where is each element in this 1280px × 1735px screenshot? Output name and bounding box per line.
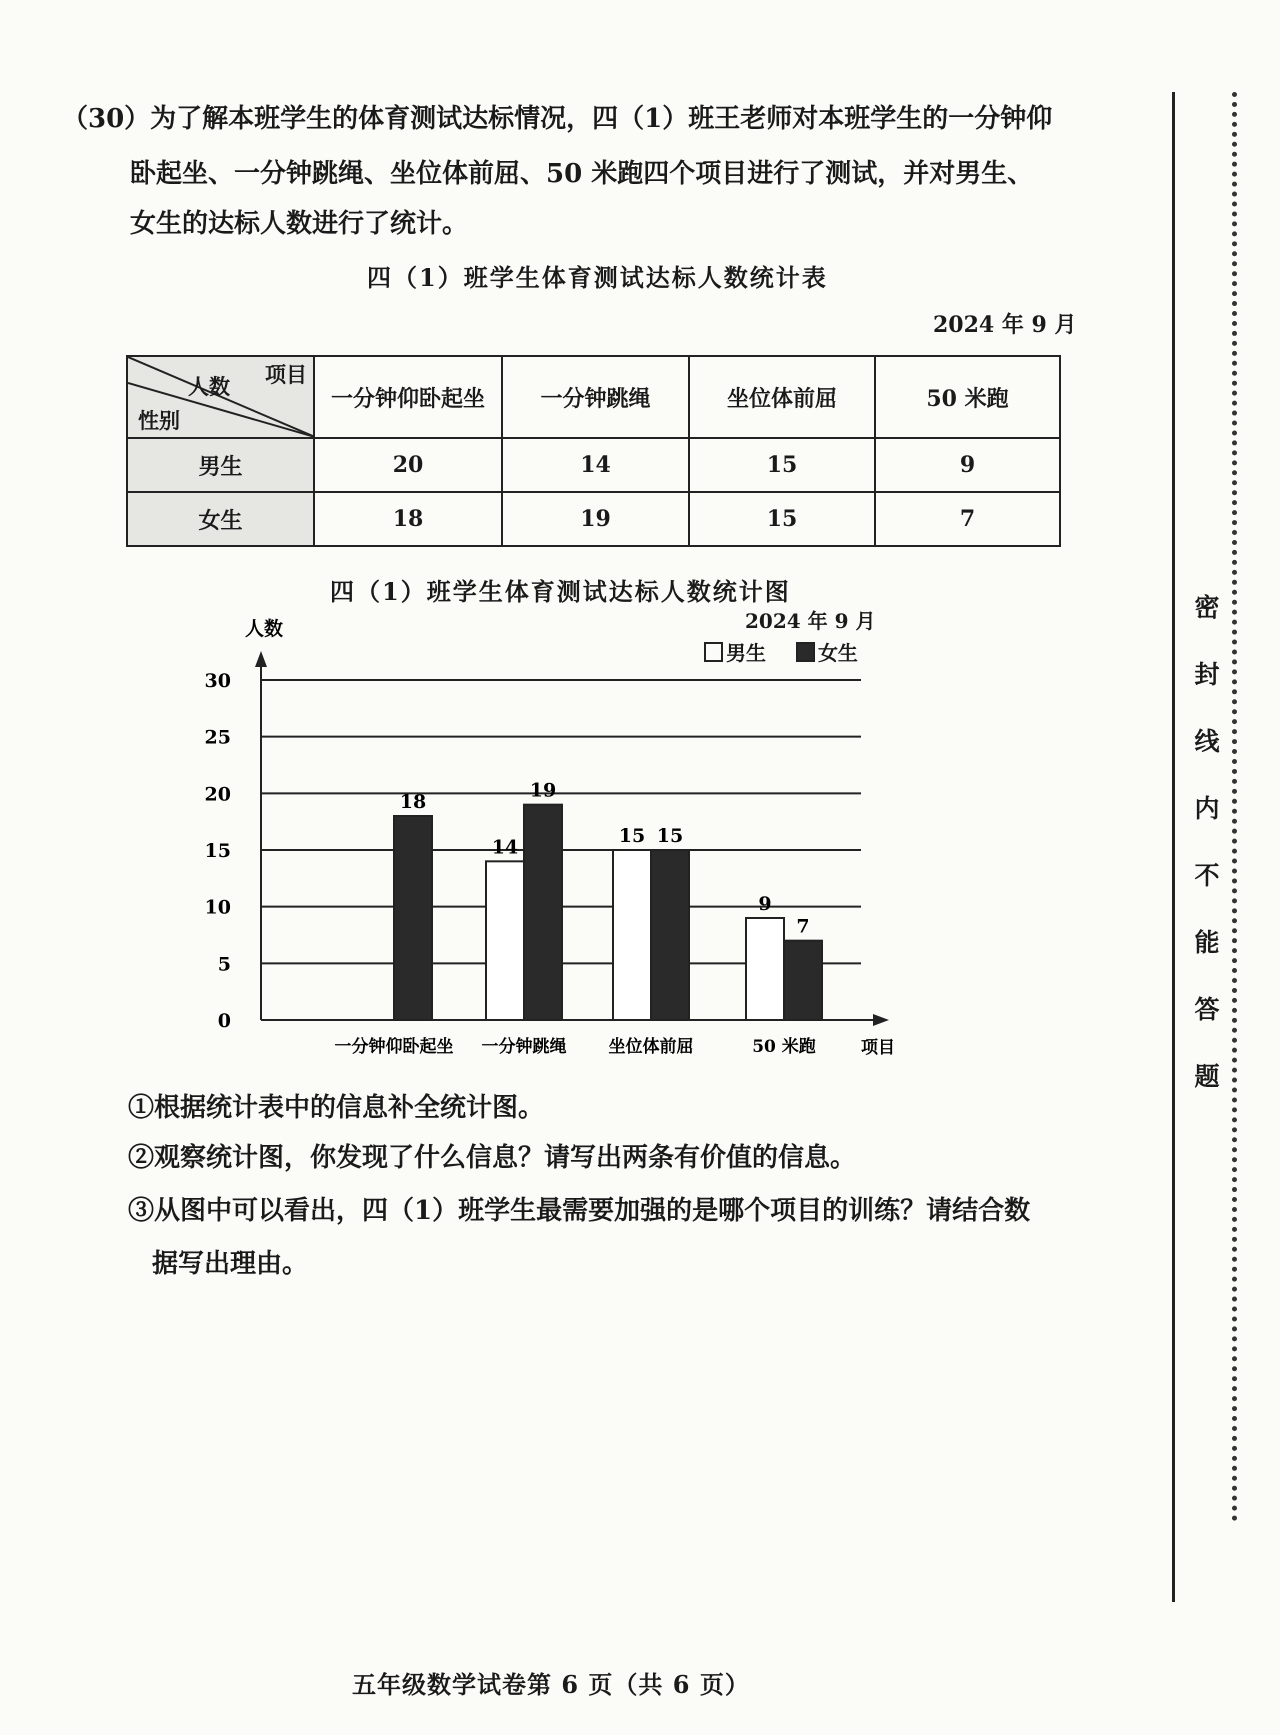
question-line-1: （30）为了解本班学生的体育测试达标情况，四（1）班王老师对本班学生的一分钟仰 [62,104,1053,134]
y-tick-label: 0 [217,1010,231,1032]
x-axis-arrow [873,1014,889,1026]
seal-char: 能 [1194,928,1220,957]
subquestion-3-line-2: 据写出理由。 [152,1249,309,1279]
x-tick-label: 一分钟跳绳 [481,1037,567,1057]
x-axis-label: 项目 [861,1038,895,1058]
y-tick-label: 25 [204,726,231,749]
subquestion-3-line-1: ③从图中可以看出，四（1）班学生最需要加强的是哪个项目的训练？请结合数 [128,1196,1031,1226]
y-tick-label: 30 [204,670,231,692]
x-tick-label: 坐位体前屈 [608,1037,694,1057]
subquestion-1: ①根据统计表中的信息补全统计图。 [128,1093,545,1123]
bar [613,850,651,1020]
question-line-3: 女生的达标人数进行了统计。 [130,209,469,239]
table-row [127,492,1060,546]
data-label: 15 [618,825,646,847]
data-label: 15 [656,825,684,847]
seal-char: 线 [1194,727,1220,756]
seal-char: 封 [1194,660,1220,689]
table-cell: 7 [875,492,1060,546]
column-header: 一分钟仰卧起坐 [314,356,502,438]
table-cell: 14 [502,438,689,492]
seal-dotted-line [1232,92,1237,1522]
table-cell: 19 [502,492,689,546]
column-header: 50 米跑 [875,356,1060,438]
table-cell: 18 [314,492,502,546]
y-axis-arrow [255,651,267,667]
table-cell: 20 [314,438,502,492]
column-header: 一分钟跳绳 [502,356,689,438]
chart-date: 2024 年 9 月 [745,609,876,633]
y-axis-label: 人数 [245,618,284,640]
corner-item-label: 项目 [265,362,307,387]
table-title: 四（1）班学生体育测试达标人数统计表 [367,263,828,292]
bar [524,805,562,1020]
table-cell: 9 [875,438,1060,492]
table-cell: 15 [689,438,875,492]
row-header: 男生 [127,438,314,492]
data-label: 14 [491,836,519,859]
stat-table [126,355,1061,547]
bar-chart [200,605,900,1065]
data-label: 19 [529,779,557,802]
x-tick-label: 一分钟仰卧起坐 [334,1037,454,1057]
bar [486,861,524,1020]
bar [746,918,784,1020]
table-cell: 15 [689,492,875,546]
corner-count-label: 人数 [188,374,230,399]
x-tick-label: 50 米跑 [752,1037,816,1057]
data-label: 7 [796,915,810,938]
question-line-2: 卧起坐、一分钟跳绳、坐位体前屈、50 米跑四个项目进行了测试，并对男生、 [130,159,1034,189]
seal-char: 题 [1194,1062,1220,1091]
table-date: 2024 年 9 月 [933,312,1077,338]
y-tick-label: 15 [204,840,231,862]
seal-char: 答 [1194,995,1220,1024]
page-footer: 五年级数学试卷第 6 页（共 6 页） [352,1670,750,1699]
column-header: 坐位体前屈 [689,356,875,438]
legend-girls-label: 女生 [817,641,858,665]
data-label: 9 [758,893,772,915]
seal-char: 内 [1194,794,1220,823]
bar [394,816,432,1020]
data-label: 18 [399,791,427,813]
legend-boys-label: 男生 [726,641,766,665]
row-header: 女生 [127,492,314,546]
table-row [127,438,1060,492]
y-tick-label: 5 [217,953,231,976]
seal-char: 密 [1194,593,1220,622]
corner-gender-label: 性别 [138,408,180,433]
y-tick-label: 10 [204,896,231,919]
bar [784,941,822,1020]
seal-solid-line [1172,92,1175,1602]
bar [651,850,689,1020]
chart-title: 四（1）班学生体育测试达标人数统计图 [330,577,791,606]
seal-char: 不 [1194,861,1220,890]
table-corner-header [127,356,314,438]
subquestion-2: ②观察统计图，你发现了什么信息？请写出两条有价值的信息。 [128,1143,857,1173]
y-tick-label: 20 [204,783,231,806]
